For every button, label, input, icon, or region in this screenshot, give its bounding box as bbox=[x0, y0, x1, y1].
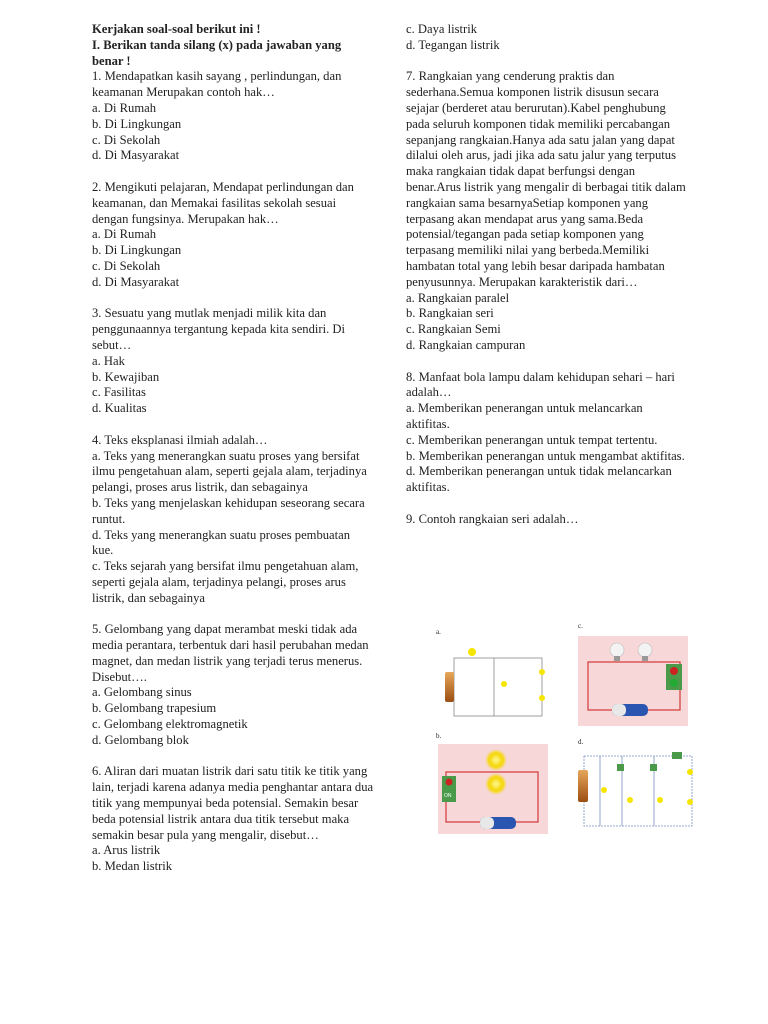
switch-icon bbox=[617, 764, 624, 771]
circuit-d bbox=[578, 752, 693, 826]
switch-icon bbox=[672, 752, 682, 759]
question-2 bbox=[92, 180, 374, 291]
option-b: b. Medan listrik bbox=[92, 859, 173, 874]
option-b: b. Di Lingkungan bbox=[92, 116, 182, 131]
option-c: c. Daya listrik bbox=[406, 22, 477, 36]
option-b: b. Kewajiban bbox=[92, 369, 160, 384]
option-b: b. Rangkaian seri bbox=[406, 306, 494, 321]
bulb-icon bbox=[485, 773, 507, 795]
instruction: Kerjakan soal-soal berikut ini ! bbox=[92, 22, 261, 36]
circuit-b bbox=[438, 744, 548, 834]
figure-d-label: d. bbox=[578, 738, 584, 746]
option-a: a. Di Rumah bbox=[92, 227, 157, 242]
bulb-icon bbox=[638, 643, 652, 657]
switch-on-label: ON bbox=[444, 793, 452, 799]
question-8 bbox=[406, 370, 688, 496]
option-d: d. Rangkaian campuran bbox=[406, 337, 526, 352]
option-d: d. Tegangan listrik bbox=[406, 37, 500, 52]
bulb-icon bbox=[501, 681, 507, 687]
figure-b-label: b. bbox=[436, 732, 442, 740]
option-a: a. Rangkaian paralel bbox=[406, 290, 510, 305]
question-stem: 8. Manfaat bola lampu dalam kehidupan sehari – hari adalah… bbox=[406, 369, 675, 400]
question-3 bbox=[92, 306, 374, 417]
figure-a-label: a. bbox=[436, 628, 441, 636]
right-column bbox=[406, 22, 688, 528]
question-1 bbox=[92, 69, 374, 164]
option-b: b. Memberikan penerangan untuk mengambat aktifitas. bbox=[406, 448, 685, 463]
bulb-icon bbox=[539, 669, 545, 675]
question-7 bbox=[406, 69, 688, 353]
switch-icon bbox=[650, 764, 657, 771]
question-9 bbox=[406, 512, 688, 528]
battery-icon bbox=[445, 672, 454, 702]
option-b: b. Teks yang menjelaskan kehidupan seseorang secara runtut. bbox=[92, 495, 365, 526]
question-stem: 7. Rangkaian yang cenderung praktis dan sederhana.Semua komponen listrik disusun secara sejajar (berderet atau berurutan).Kabel penghubung pada seluruh komponen tidak memiliki percabangan sepanjang rangkaian.Hanya ada satu jalan yang dapat dilalui oleh arus, jadi jika ada satu jalur yang terputus maka rangkaian tidak dapat berfungsi dengan benar.Arus listrik yang mengalir di berbagai titik dalam rangkaian sama besarnyaSetiap komponen yang terpasang akan mendapat arus yang sama.Beda potensial/tegangan pada setiap komponen yang terpasang memiliki nilai yang berbeda.Memiliki hambatan total yang lebih besar daripada hambatan penyusunnya. Merupakan karakteristik dari… bbox=[406, 69, 686, 289]
option-b: b. Di Lingkungan bbox=[92, 243, 182, 258]
question-6-continued bbox=[406, 22, 688, 54]
bulb-icon bbox=[468, 648, 476, 656]
circuit-a bbox=[445, 648, 545, 716]
option-d: d. Teks yang menerangkan suatu proses pembuatan kue. bbox=[92, 527, 351, 558]
question-6 bbox=[92, 764, 374, 875]
option-c: c. Di Sekolah bbox=[92, 258, 161, 273]
option-c: c. Rangkaian Semi bbox=[406, 322, 501, 337]
question-stem: 1. Mendapatkan kasih sayang , perlindungan, dan keamanan Merupakan contoh hak… bbox=[92, 69, 342, 100]
battery-icon bbox=[578, 770, 588, 802]
option-d: d. Memberikan penerangan untuk tidak melancarkan aktifitas. bbox=[406, 464, 672, 495]
bulb-icon bbox=[485, 749, 507, 771]
option-a: a. Gelombang sinus bbox=[92, 685, 192, 700]
option-c: c. Memberikan penerangan untuk tempat tertentu. bbox=[406, 432, 658, 447]
section-title: I. Berikan tanda silang (x) pada jawaban yang benar ! bbox=[92, 37, 342, 68]
option-d: d. Di Masyarakat bbox=[92, 148, 180, 163]
question-stem: 4. Teks eksplanasi ilmiah adalah… bbox=[92, 432, 268, 447]
bulb-icon bbox=[627, 797, 633, 803]
bulb-icon bbox=[610, 643, 624, 657]
option-a: a. Teks yang menerangkan suatu proses yang bersifat ilmu pengetahuan alam, seperti gejala alam, terjadinya pelangi, proses arus listrik, dan sebagainya bbox=[92, 448, 367, 495]
figure-c-label: c. bbox=[578, 622, 583, 630]
bulb-icon bbox=[687, 769, 693, 775]
question-4 bbox=[92, 433, 374, 607]
bulb-icon bbox=[657, 797, 663, 803]
option-d: d. Gelombang blok bbox=[92, 732, 189, 747]
option-a: a. Arus listrik bbox=[92, 843, 161, 858]
option-c: c. Fasilitas bbox=[92, 385, 146, 400]
option-d: d. Di Masyarakat bbox=[92, 274, 180, 289]
option-c: c. Gelombang elektromagnetik bbox=[92, 717, 248, 732]
circuit-figures bbox=[432, 622, 702, 842]
circuit-c bbox=[578, 636, 688, 726]
option-c: c. Teks sejarah yang bersifat ilmu pengetahuan alam, seperti gejala alam, terjadinya pelangi, proses arus listrik, dan sebagainya bbox=[92, 559, 359, 605]
question-5 bbox=[92, 622, 374, 748]
option-a: a. Di Rumah bbox=[92, 100, 157, 115]
option-d: d. Kualitas bbox=[92, 401, 147, 416]
option-b: b. Gelombang trapesium bbox=[92, 701, 217, 716]
bulb-icon bbox=[601, 787, 607, 793]
option-a: a. Hak bbox=[92, 353, 125, 368]
question-stem: 9. Contoh rangkaian seri adalah… bbox=[406, 511, 579, 526]
bulb-icon bbox=[539, 695, 545, 701]
question-stem: 5. Gelombang yang dapat merambat meski tidak ada media perantara, terbentuk dari hasil perubahan medan magnet, dan medan listrik yang terjadi terus menerus. Disebut…. bbox=[92, 622, 369, 684]
option-c: c. Di Sekolah bbox=[92, 132, 161, 147]
question-stem: 2. Mengikuti pelajaran, Mendapat perlindungan dan keamanan, dan Memakai fasilitas sekolah sesuai dengan fungsinya. Merupakan hak… bbox=[92, 179, 354, 226]
question-stem: 3. Sesuatu yang mutlak menjadi milik kita dan penggunaannya tergantung kepada kita sendiri. Di sebut… bbox=[92, 306, 345, 352]
option-a: a. Memberikan penerangan untuk melancarkan aktifitas. bbox=[406, 401, 643, 431]
question-stem: 6. Aliran dari muatan listrik dari satu titik ke titik yang lain, terjadi karena adanya media penghantar antara dua titik yang mempunyai beda potensial. Semakin besar beda potensial listrik antara dua titik tersebut maka semakin besar pula yang mengalir, disebut… bbox=[92, 764, 374, 842]
circuit-figures-svg bbox=[432, 622, 702, 842]
left-column bbox=[92, 22, 374, 875]
bulb-icon bbox=[687, 799, 693, 805]
